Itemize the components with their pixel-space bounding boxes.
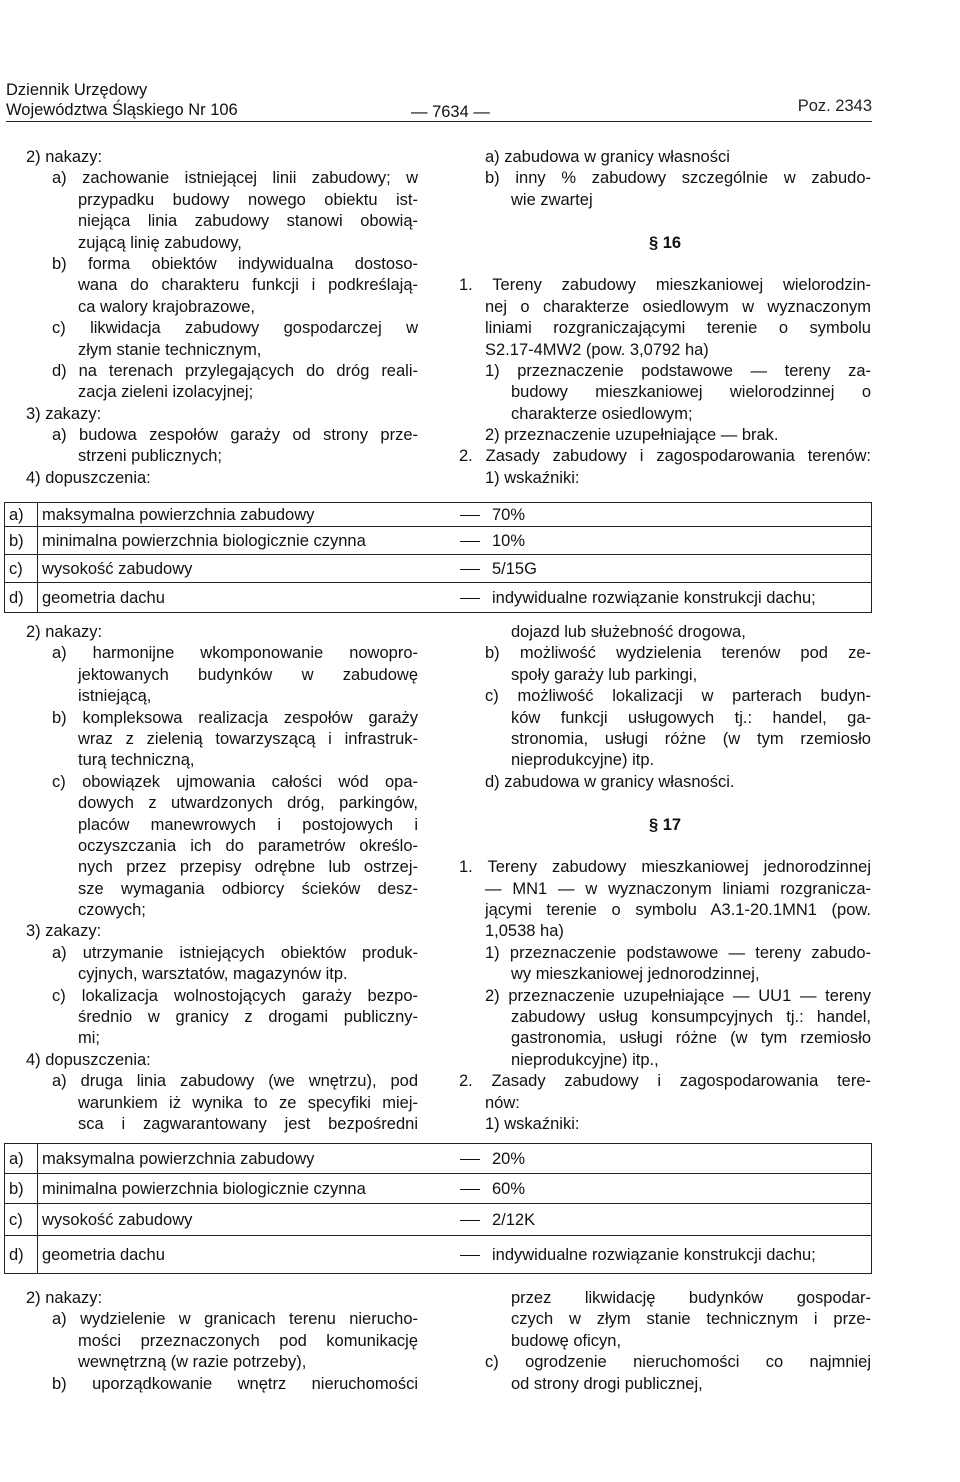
publication-name	[6, 80, 238, 120]
text-line: wraz z zielenią towarzyszącą i infrastruk-	[78, 729, 418, 748]
text-line: c) lokalizacja wolnostojących garaży bezpo-	[52, 986, 418, 1005]
indicator-value-cell	[456, 503, 872, 527]
indicator-value-cell	[456, 1174, 872, 1204]
text-line: 1) przeznaczenie podstawowe — tereny za-	[485, 361, 871, 380]
text-line: wie zwartej	[511, 190, 593, 209]
text-line: c) ogrodzenie nieruchomości co najmniej	[485, 1353, 871, 1372]
indicator-value: 60%	[492, 1179, 526, 1198]
indicator-row	[5, 555, 872, 583]
indicator-value: indywidualne rozwiązanie konstrukcji dachu;	[492, 1245, 816, 1264]
indicator-row	[5, 583, 872, 613]
indicator-row	[5, 1204, 872, 1236]
text-line: 1. Tereny zabudowy mieszkaniowej jednorodzinnej	[459, 858, 871, 877]
text-line: nej o charakterze osiedlowym w wyznaczonym	[485, 297, 871, 316]
indicator-label: d)	[5, 583, 38, 613]
text-line: od strony drogi publicznej,	[511, 1374, 703, 1393]
indicator-label: d)	[5, 1236, 38, 1274]
text-line: ca walory krajobrazowe,	[78, 297, 255, 316]
block2-left-column	[26, 622, 418, 1135]
text-line: 4) dopuszczenia:	[26, 468, 151, 487]
text-line: 1) wskaźniki:	[485, 468, 580, 487]
block3-left-column	[26, 1288, 418, 1395]
text-line: — MN1 — w wyznaczonym liniami rozgranicza-	[485, 879, 871, 898]
indicator-value-cell	[456, 1204, 872, 1236]
section-heading: § 17	[648, 815, 682, 834]
indicator-name: maksymalna powierzchnia zabudowy	[38, 503, 457, 527]
indicator-row	[5, 1236, 872, 1274]
indicator-value-cell	[456, 1144, 872, 1174]
indicator-value: 70%	[492, 505, 526, 524]
indicator-value: indywidualne rozwiązanie konstrukcji dachu;	[492, 588, 816, 607]
text-line: przypadku budowy nowego obiektu ist-	[78, 190, 418, 209]
indicator-label: c)	[5, 1204, 38, 1236]
text-line: 4) dopuszczenia:	[26, 1050, 151, 1069]
text-line: czych w złym stanie technicznym i prze-	[511, 1310, 871, 1329]
section-heading: § 16	[648, 233, 682, 252]
indicator-value: 10%	[492, 531, 526, 550]
text-line: sca i zagwarantowany jest bezpośredni	[78, 1114, 418, 1133]
text-line: ków funkcji usługowych tj.: handel, ga-	[511, 708, 871, 727]
text-line: stronomia, usługi różne (w tym rzemiosło	[511, 729, 871, 748]
text-line: wy mieszkaniowej jednorodzinnej,	[511, 965, 760, 984]
indicator-value-cell	[456, 555, 872, 583]
text-line: wewnętrzną (w razie potrzeby),	[78, 1353, 307, 1372]
text-line: średnio w granicy z drogami publiczny-	[78, 1008, 418, 1027]
text-line: nych przez przepisy odrębne lub ostrzej-	[78, 858, 418, 877]
text-line: nieprodukcyjne) itp.,	[511, 1050, 659, 1069]
indicator-row	[5, 503, 872, 527]
text-line: 3) zakazy:	[26, 922, 102, 941]
indicator-label: a)	[5, 1144, 38, 1174]
text-line: b) kompleksowa realizacja zespołów garaży	[52, 708, 418, 727]
dash-separator	[460, 1220, 480, 1221]
text-line: 3) zakazy:	[26, 404, 102, 423]
text-line: 2) nakazy:	[26, 1289, 103, 1307]
page-header	[6, 80, 872, 124]
text-line: oczyszczania ich do parametrów określo-	[78, 836, 418, 855]
text-line: niejąca linia zabudowy stanowi obowią-	[78, 212, 418, 231]
page-number: — 7634 —	[411, 103, 490, 121]
indicator-value: 5/15G	[492, 559, 537, 578]
text-line: d) na terenach przylegających do dróg reali-	[52, 361, 418, 380]
text-line	[459, 793, 871, 814]
text-line	[459, 211, 871, 232]
dash-separator	[460, 1159, 480, 1160]
text-line: d) zabudowa w granicy własności.	[485, 772, 735, 791]
text-line: 2) przeznaczenie uzupełniające — UU1 — tereny	[485, 986, 871, 1005]
indicators-table-2	[4, 1143, 872, 1274]
indicator-name: geometria dachu	[38, 1236, 457, 1274]
text-line: c) obowiązek ujmowania całości wód opa-	[52, 772, 418, 791]
text-line: 1,0538 ha)	[485, 922, 564, 941]
text-line: a) harmonijne wkomponowanie nowopro-	[52, 644, 418, 663]
block2-right-column	[459, 622, 871, 1135]
text-line: gastronomia, usługi różne (w tym rzemiosło	[511, 1029, 871, 1048]
text-line: strzeni publicznych;	[78, 447, 222, 466]
text-line: nieprodukcyjne) itp.	[511, 751, 655, 770]
indicator-name: wysokość zabudowy	[38, 555, 457, 583]
text-line: b) uporządkowanie wnętrz nieruchomości	[52, 1374, 418, 1393]
indicator-value-cell	[456, 1236, 872, 1274]
indicator-name: geometria dachu	[38, 583, 457, 613]
text-line: mi;	[78, 1029, 100, 1048]
text-line: zacja zieleni izolacyjnej;	[78, 383, 254, 402]
text-line: jektowanych budynków w zabudowę	[78, 665, 418, 684]
text-line: 1. Tereny zabudowy mieszkaniowej wielorodzin-	[459, 276, 871, 295]
text-line: a) druga linia zabudowy (we wnętrzu), pod	[52, 1072, 418, 1091]
indicator-name: maksymalna powierzchnia zabudowy	[38, 1144, 457, 1174]
indicator-label: a)	[5, 503, 38, 527]
text-line: cyjnych, warsztatów, magazynów itp.	[78, 965, 348, 984]
indicator-row	[5, 527, 872, 555]
indicator-name: minimalna powierzchnia biologicznie czynna	[38, 1174, 457, 1204]
indicator-row	[5, 1174, 872, 1204]
text-line: dowych z utwardzonych dróg, parkingów,	[78, 794, 418, 813]
text-line: a) budowa zespołów garaży od strony prze-	[52, 426, 418, 445]
publication-line-1: Dziennik Urzędowy	[6, 81, 148, 99]
text-line: 2) nakazy:	[26, 623, 103, 641]
indicator-value: 20%	[492, 1149, 526, 1168]
text-line: przez likwidację budynków gospodar-	[511, 1289, 871, 1307]
text-line: turą techniczną,	[78, 751, 195, 770]
text-line: sze wymagania odbiorcy ścieków desz-	[78, 879, 418, 898]
block3-right-column	[459, 1288, 871, 1395]
dash-separator	[460, 1255, 480, 1256]
dash-separator	[460, 1189, 480, 1190]
dash-separator	[460, 515, 480, 516]
text-line: 2. Zasady zabudowy i zagospodarowania terenów:	[459, 447, 871, 466]
dash-separator	[460, 598, 480, 599]
text-line: nów:	[485, 1093, 520, 1112]
indicator-name: wysokość zabudowy	[38, 1204, 457, 1236]
text-line: wana do charakteru funkcji i podkreślają-	[78, 276, 418, 295]
text-line	[459, 836, 871, 857]
text-line: S2.17-4MW2 (pow. 3,0792 ha)	[485, 340, 709, 359]
text-line: 2) nakazy:	[26, 148, 103, 166]
indicator-label: c)	[5, 555, 38, 583]
text-line: charakterze osiedlowym;	[511, 404, 693, 423]
text-line: b) inny % zabudowy szczególnie w zabudo-	[485, 169, 871, 188]
text-line: budowy mieszkaniowej wielorodzinnej o	[511, 383, 871, 402]
indicator-label: b)	[5, 1174, 38, 1204]
indicator-value: 2/12K	[492, 1210, 536, 1229]
text-line: a) wydzielenie w granicach terenu nierucho-	[52, 1310, 418, 1329]
text-line: warunkiem iż wynika to ze specyfiki miej-	[78, 1093, 418, 1112]
indicator-row	[5, 1144, 872, 1174]
position-number: Poz. 2343	[797, 97, 872, 115]
text-line: 2. Zasady zabudowy i zagospodarowania tere-	[459, 1072, 871, 1091]
text-line: istniejącą,	[78, 687, 152, 706]
block1-right-column	[459, 147, 871, 489]
text-line: 1) wskaźniki:	[485, 1114, 580, 1133]
text-line: c) likwidacja zabudowy gospodarczej w	[52, 319, 418, 338]
text-line: społy garaży lub parkingi,	[511, 665, 698, 684]
text-line: b) forma obiektów indywidualna dostoso-	[52, 254, 418, 273]
text-line: dojazd lub służebność drogowa,	[511, 623, 746, 641]
text-line: liniami rozgraniczającymi terenie o symbolu	[485, 319, 871, 338]
text-line: placów manewrowych i postojowych i	[78, 815, 418, 834]
text-line: a) utrzymanie istniejących obiektów produk-	[52, 943, 418, 962]
text-line: 2) przeznaczenie uzupełniające — brak.	[485, 426, 779, 445]
text-line	[459, 254, 871, 275]
text-line: a) zabudowa w granicy własności	[485, 148, 730, 166]
text-line: a) zachowanie istniejącej linii zabudowy; w	[52, 169, 418, 188]
text-line: zującą linię zabudowy,	[78, 233, 242, 252]
block1-left-column	[26, 147, 418, 489]
indicator-value-cell	[456, 527, 872, 555]
text-line: c) możliwość lokalizacji w parterach budyn-	[485, 687, 871, 706]
text-line: 1) przeznaczenie podstawowe — tereny zabudo-	[485, 943, 871, 962]
dash-separator	[460, 569, 480, 570]
text-line: jącymi terenie o symbolu A3.1-20.1MN1 (pow.	[485, 901, 871, 920]
text-line: zabudowy usług konsumpcyjnych tj.: handel,	[511, 1008, 871, 1027]
indicator-name: minimalna powierzchnia biologicznie czynna	[38, 527, 457, 555]
header-rule	[6, 121, 872, 122]
indicator-value-cell	[456, 583, 872, 613]
text-line: mości przeznaczonych pod komunikację	[78, 1331, 418, 1350]
text-line: budowę oficyn,	[511, 1331, 622, 1350]
publication-line-2: Województwa Śląskiego Nr 106	[6, 101, 238, 119]
indicators-table-1	[4, 502, 872, 613]
text-line: czowych;	[78, 901, 146, 920]
text-line: złym stanie technicznym,	[78, 340, 262, 359]
indicator-label: b)	[5, 527, 38, 555]
text-line: b) możliwość wydzielenia terenów pod ze-	[485, 644, 871, 663]
dash-separator	[460, 541, 480, 542]
